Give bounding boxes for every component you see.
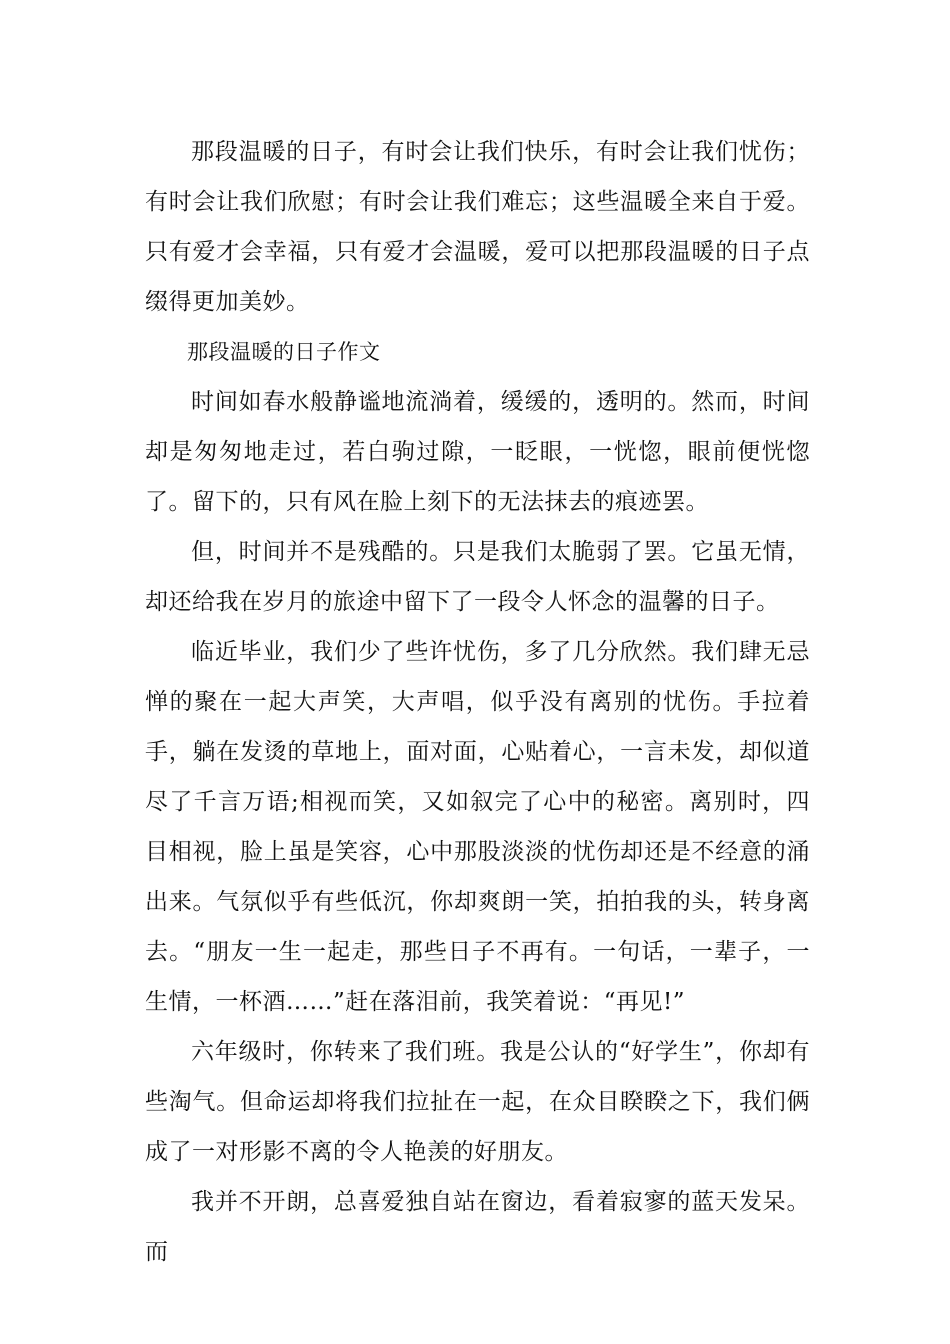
- paragraph-intro: 那段温暖的日子，有时会让我们快乐，有时会让我们忧伤；有时会让我们欣慰；有时会让我们难忘；这些温暖全来自于爱。只有爱才会幸福，只有爱才会温暖，爱可以把那段温暖的日子点缀得更加美妙。: [145, 139, 810, 315]
- paragraph-not-cruel: 但，时间并不是残酷的。只是我们太脆弱了罢。它虽无情，却还给我在岁月的旅途中留下了一段令人怀念的温馨的日子。: [145, 539, 810, 615]
- paragraph-sixth-grade: 六年级时，你转来了我们班。我是公认的“好学生”，你却有些淘气。但命运却将我们拉扯在一起，在众目睽睽之下，我们俩成了一对形影不离的令人艳羡的好朋友。: [145, 1039, 810, 1165]
- paragraph-graduation: 临近毕业，我们少了些许忧伤，多了几分欣然。我们肆无忌惮的聚在一起大声笑，大声唱，似乎没有离别的忧伤。手拉着手，躺在发烫的草地上，面对面，心贴着心，一言未发，却似道尽了千言万语;相视而笑，又如叙完了心中的秘密。离别时，四目相视，脸上虽是笑容，心中那股淡淡的忧伤却还是不经意的涌出来。气氛似乎有些低沉，你却爽朗一笑，拍拍我的头，转身离去。“朋友一生一起走，那些日子不再有。一句话，一辈子，一生情，一杯酒……”赶在落泪前，我笑着说：“再见!”: [145, 639, 810, 1015]
- document-body: [145, 127, 810, 1277]
- paragraph-time: 时间如春水般静谧地流淌着，缓缓的，透明的。然而，时间却是匆匆地走过，若白驹过隙，一眨眼，一恍惚，眼前便恍惚了。留下的，只有风在脸上刻下的无法抹去的痕迹罢。: [145, 389, 810, 515]
- paragraph-window: 我并不开朗，总喜爱独自站在窗边，看着寂寥的蓝天发呆。而: [145, 1189, 810, 1265]
- essay-title: 那段温暖的日子作文: [187, 340, 381, 364]
